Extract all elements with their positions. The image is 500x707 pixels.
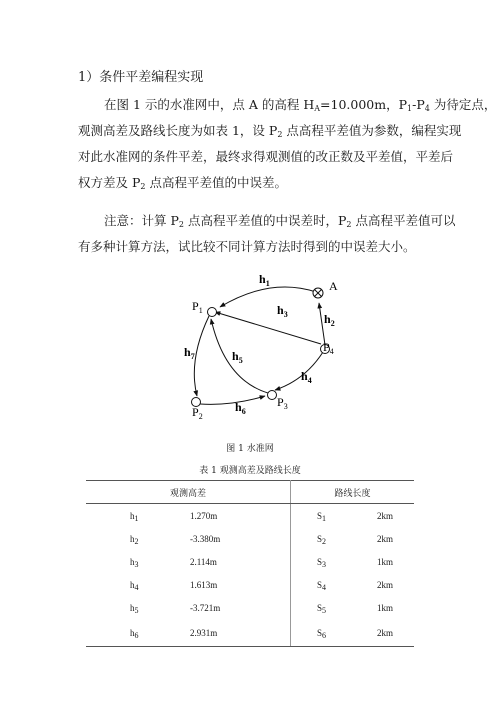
cell-obs-value: 2.931m [190, 619, 291, 647]
note-line-2: 有多种计算方法，试比较不同计算方法时得到的中误差大小。 [78, 239, 416, 254]
note-line-1: 注意：计算 $P_2$ 点高程平差值的中误差时，$P_2$ 点高程平差值可以 [104, 213, 456, 229]
problem-line-3: 对此水准网的条件平差，最终求得观测值的改正数及平差值，平差后 [78, 149, 454, 164]
edge-h7 [194, 316, 209, 396]
cell-length-value: 2km [377, 619, 414, 647]
edge-h6 [200, 396, 265, 404]
edge-h3 [215, 312, 321, 344]
label-h5: $h_5$ [232, 349, 243, 365]
table-header-row [86, 481, 414, 504]
cell-length-name: $S_1$ [291, 504, 378, 528]
cell-obs-name: $h_3$ [130, 556, 139, 569]
label-h7: $h_7$ [184, 345, 195, 361]
cell-obs-name: $h_5$ [130, 602, 139, 615]
section-heading: 1）条件平差编程实现 [78, 70, 204, 85]
cell-length-name: $S_2$ [291, 527, 378, 550]
cell-length-name: $S_3$ [291, 550, 378, 573]
note-paragraph [78, 208, 456, 260]
edge-h1 [220, 287, 316, 307]
label-P1: $P_1$ [192, 299, 203, 315]
cell-length-name: $S_5$ [291, 596, 378, 619]
table-row [86, 504, 414, 528]
cell-obs-value: 2.114m [190, 556, 217, 567]
cell-length-value: 1km [377, 556, 394, 567]
node-P1 [208, 308, 217, 317]
problem-line-2: 观测高差及路线长度为如表 1，设 $P_2$ 点高程平差值为参数，编程实现 [78, 123, 462, 139]
label-h4: $h_4$ [301, 369, 312, 385]
cell-length-value: 2km [377, 533, 394, 544]
cell-length-value: 1km [377, 602, 394, 613]
problem-line-4: 权方差及 $P_2$ 点高程平差值的中误差。 [78, 175, 287, 191]
cell-length-name: $S_6$ [291, 619, 378, 647]
table-row [86, 527, 414, 550]
problem-paragraph [78, 92, 497, 196]
observation-table [86, 480, 414, 647]
table-row [86, 596, 414, 619]
edge-h4 [275, 352, 323, 390]
label-h6: $h_6$ [235, 400, 246, 416]
label-P4: $P_4$ [323, 340, 334, 356]
cell-obs-name: $h_1$ [130, 510, 139, 523]
table-row [86, 550, 414, 573]
label-h3: $h_3$ [277, 303, 288, 319]
cell-length-value: 2km [377, 510, 394, 521]
leveling-network-diagram [170, 270, 350, 430]
cell-obs-value: -3.380m [190, 533, 221, 544]
problem-line-1: 在图 1 示的水准网中，点 A 的高程 $H_A=10.000m$，$P_1-P_4$ 为待定点， [104, 97, 497, 113]
node-P3 [268, 391, 277, 400]
cell-length-value: 2km [377, 579, 394, 590]
node-A [313, 288, 323, 298]
label-P3: $P_3$ [277, 395, 288, 411]
cell-obs-name: $h_2$ [130, 533, 139, 546]
cell-obs-name: $h_6$ [86, 619, 190, 647]
cell-length-name: $S_4$ [291, 573, 378, 596]
label-A: A [329, 279, 338, 293]
cell-obs-name: $h_4$ [130, 579, 139, 592]
label-h1: $h_1$ [259, 272, 270, 288]
label-P2: $P_2$ [192, 405, 203, 421]
table-body [86, 504, 414, 647]
cell-obs-value: 1.613m [190, 579, 218, 590]
header-route-length: 路线长度 [291, 481, 415, 504]
table-row [86, 573, 414, 596]
figure-caption: 图 1 水准网 [226, 444, 274, 454]
cell-obs-value: -3.721m [190, 602, 221, 613]
table-caption: 表 1 观测高差及路线长度 [199, 466, 301, 476]
label-h2: $h_2$ [324, 312, 335, 328]
header-observed-height-diff: 观测高差 [86, 481, 291, 504]
table-row [86, 619, 414, 647]
cell-obs-value: 1.270m [190, 510, 218, 521]
